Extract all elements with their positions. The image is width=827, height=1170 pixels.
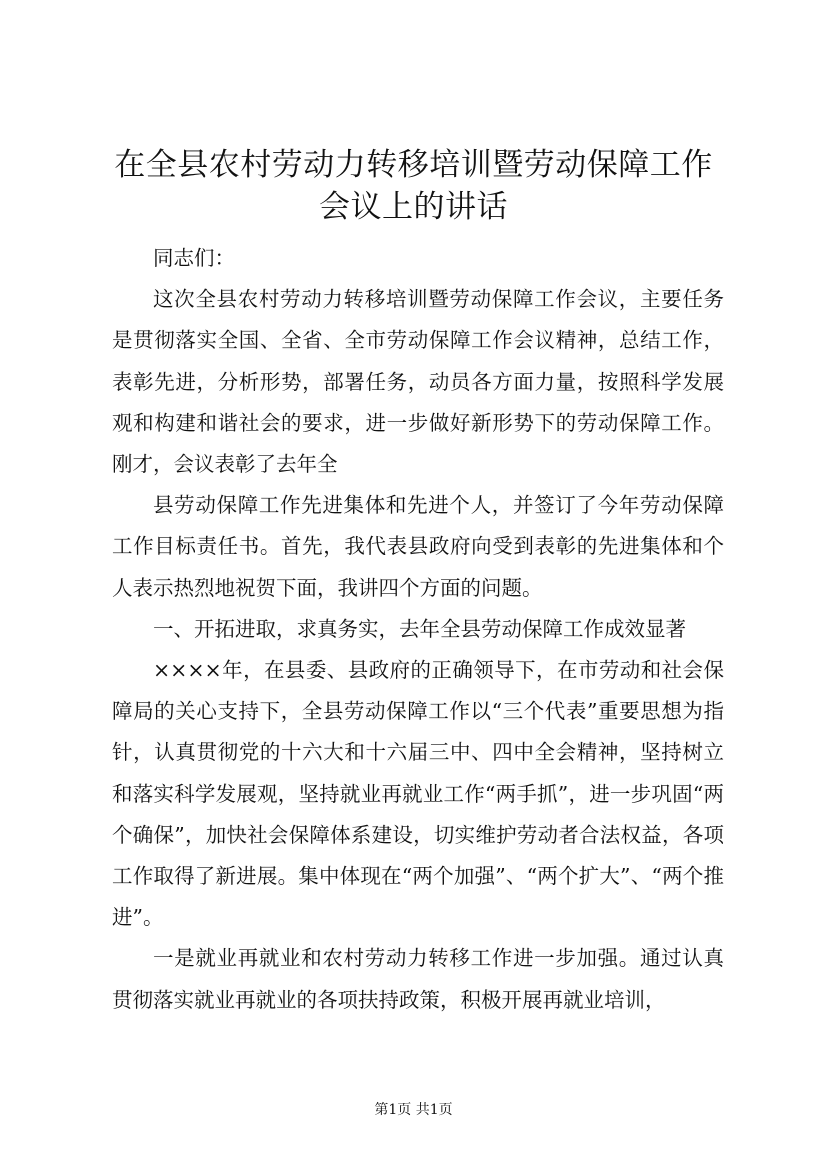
paragraph: 这次全县农村劳动力转移培训暨劳动保障工作会议，主要任务是贯彻落实全国、全省、全市劳动保障工作会议精神，总结工作，表彰先进，分析形势，部署任务，动员各方面力量，按照科学发展观和构建和谐社会的要求，进一步做好新形势下的劳动保障工作。刚才，会议表彰了去年全 [112,287,724,477]
paragraph: 县劳动保障工作先进集体和先进个人，并签订了今年劳动保障工作目标责任书。首先，我代表县政府向受到表彰的先进集体和个人表示热烈地祝贺下面，我讲四个方面的问题。 [112,493,724,600]
paragraph: ××××年，在县委、县政府的正确领导下，在市劳动和社会保障局的关心支持下，全县劳动保障工作以“三个代表”重要思想为指针，认真贯彻党的十六大和十六届三中、四中全会精神，坚持树立和落实科学发展观，坚持就业再就业工作“两手抓”，进一步巩固“两个确保”，加快社会保障体系建设，切实维护劳动者合法权益，各项工作取得了新进展。集中体现在“两个加强”、“两个扩大”、“两个推进”。 [112,658,724,930]
document-title: 在全县农村劳动力转移培训暨劳动保障工作会议上的讲话 [114,147,713,225]
paragraph: 一是就业再就业和农村劳动力转移工作进一步加强。通过认真贯彻落实就业再就业的各项扶持政策，积极开展再就业培训， [112,946,724,1012]
page-footer: 第1页 共1页 [374,1102,453,1118]
section-heading: 一、开拓进取，求真务实，去年全县劳动保障工作成效显著 [153,616,686,641]
salutation: 同志们： [153,246,235,270]
document-body [112,238,724,1021]
